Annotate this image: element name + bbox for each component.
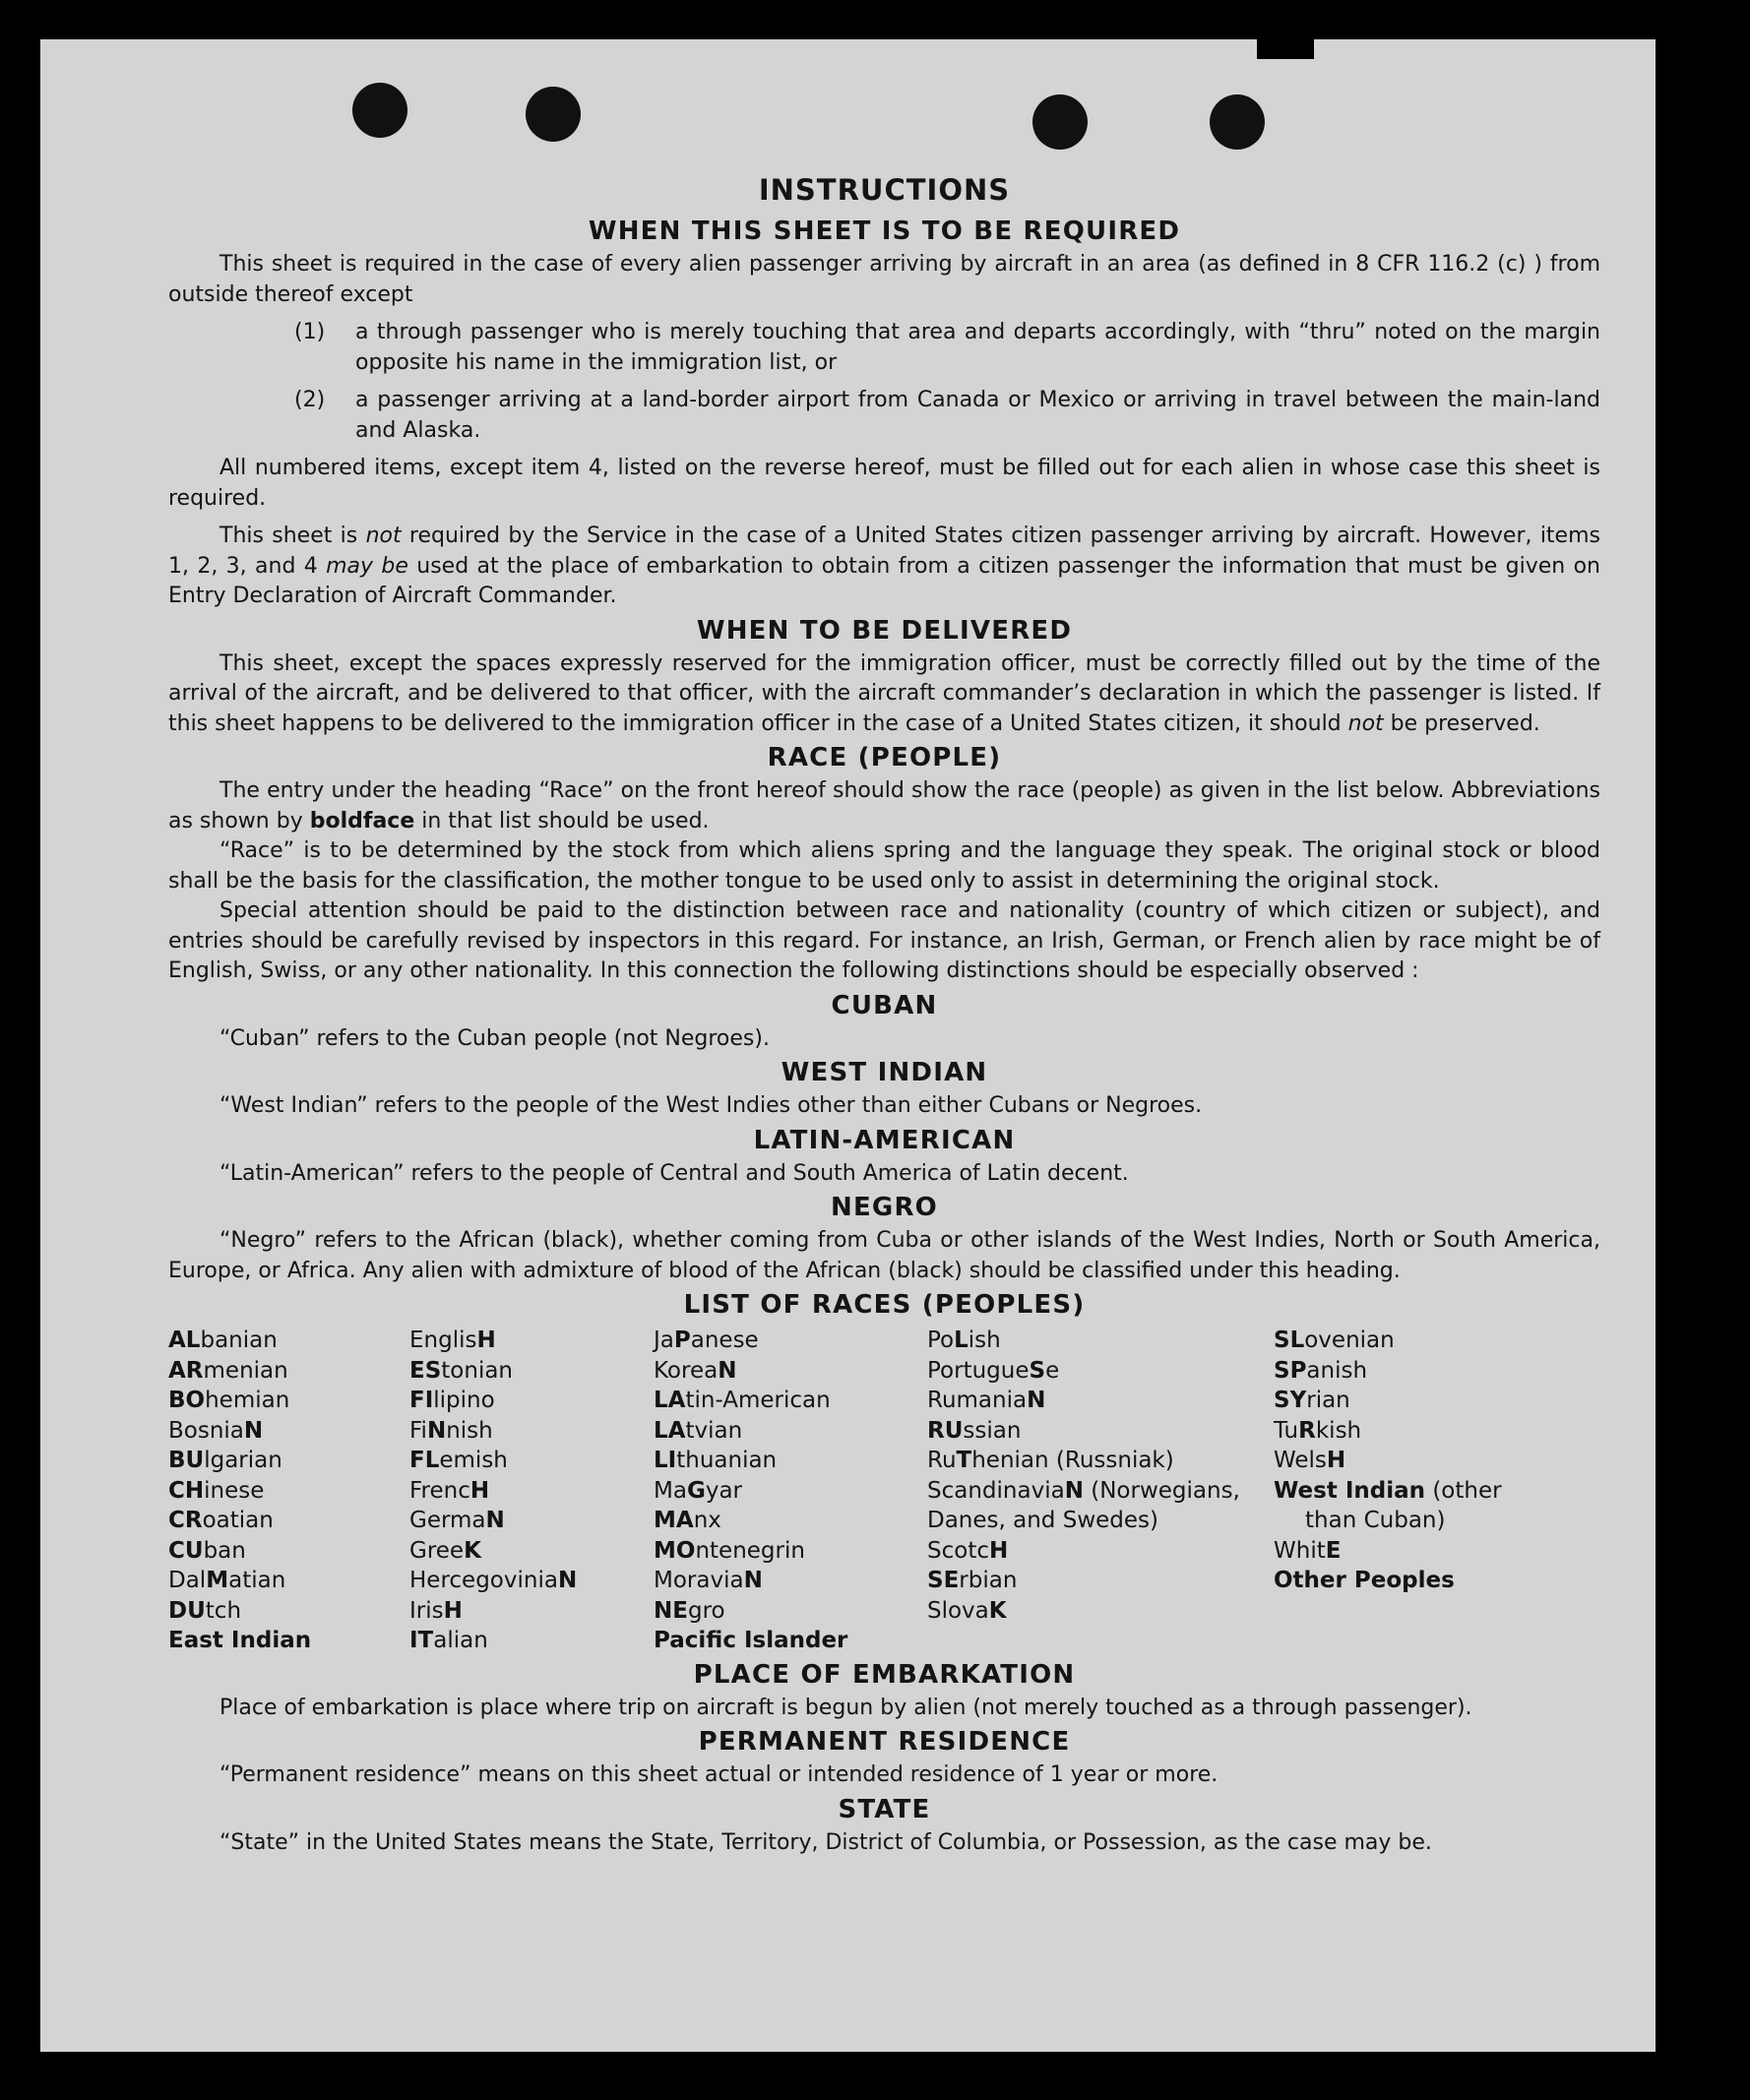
race-entry: SLovenian	[1274, 1328, 1395, 1353]
race-entry: GreeK	[409, 1537, 481, 1564]
race-entry: MaGyar	[654, 1477, 743, 1504]
races-column	[927, 1326, 1274, 1656]
heading-cuban: CUBAN	[831, 990, 938, 1020]
torn-corner	[1257, 39, 1314, 59]
races-column	[1274, 1326, 1589, 1656]
paragraph-citizen: This sheet is not required by the Service in the case of a United States citizen passenger arriving by aircraft. However, items 1, 2, 3, and 4 may be used at the place of embarkation to obtain from a citizen passenger the information that must be given on Entry Declaration of Aircraft Commander.	[168, 524, 1600, 608]
text-cuban: “Cuban” refers to the Cuban people (not Negroes).	[219, 1025, 770, 1051]
heading-list-of-races: LIST OF RACES (PEOPLES)	[683, 1290, 1086, 1320]
race-entry: PoLish	[927, 1328, 1001, 1353]
race-entry: NEgro	[654, 1597, 725, 1624]
race-entry: ScandinaviaN (Norwegians, Danes, and Swedes)	[927, 1477, 1240, 1533]
heading-west-indian: WEST INDIAN	[781, 1058, 988, 1087]
heading-race: RACE (PEOPLE)	[767, 743, 1002, 772]
paragraph-numbered-items: All numbered items, except item 4, listed on the reverse hereof, must be filled out for each alien in whose case this sheet is required.	[168, 456, 1600, 511]
race-entry: BUlgarian	[168, 1448, 282, 1473]
race-entry: SlovaK	[927, 1597, 1007, 1624]
race-entry: CHinese	[168, 1477, 265, 1504]
paragraph-race-nationality: Special attention should be paid to the distinction between race and nationality (country of which citizen or subject), and entries should be carefully revised by inspectors in this regard. For instance, an Irish, German, or French alien by race might be of English, Swiss, or any other nationality. In this connection the following distinctions should be especially observed :	[168, 898, 1600, 983]
text-latin-american: “Latin-American” refers to the people of Central and South America of Latin decent.	[219, 1160, 1129, 1186]
heading-state: STATE	[838, 1794, 931, 1824]
race-entry: RumaniaN	[927, 1388, 1046, 1413]
race-entry: JaPanese	[654, 1328, 759, 1353]
paragraph-race-stock: “Race” is to be determined by the stock from which aliens spring and the language they speak. The original stock or blood shall be the basis for the classification, the mother tongue to be used only to assist in determining the original stock.	[168, 838, 1600, 894]
heading-place-of-embarkation: PLACE OF EMBARKATION	[693, 1659, 1076, 1690]
race-entry: CRoatian	[168, 1508, 274, 1533]
race-entry: MAnx	[654, 1508, 721, 1533]
paragraph-race-entry: The entry under the heading “Race” on the front hereof should show the race (people) as given in the list below. Abbreviations as shown by boldface in that list should be used.	[168, 778, 1600, 834]
race-entry: MoraviaN	[654, 1568, 763, 1593]
race-entry: Other Peoples	[1274, 1568, 1455, 1593]
race-entry: EnglisH	[409, 1328, 496, 1353]
list-item	[294, 386, 1600, 446]
heading-when-required: WHEN THIS SHEET IS TO BE REQUIRED	[588, 216, 1181, 246]
race-entry: ARmenian	[168, 1357, 288, 1384]
paragraph-delivered: This sheet, except the spaces expressly reserved for the immigration officer, must be correctly filled out by the time of the arrival of the aircraft, and be delivered to that officer, with the aircraft commander’s declaration in which the passenger is listed. If this sheet happens to be delivered to the immigration officer in the case of a United States citizen, it should not be preserved.	[168, 650, 1600, 736]
race-entry: Pacific Islander	[654, 1628, 848, 1653]
race-entry: East Indian	[168, 1628, 312, 1653]
heading-when-delivered: WHEN TO BE DELIVERED	[696, 615, 1073, 646]
race-entry: KoreaN	[654, 1357, 737, 1384]
race-entry: FLemish	[409, 1448, 508, 1473]
item-text: a passenger arriving at a land-border airport from Canada or Mexico or arriving in travel between the main-land and Alaska.	[355, 388, 1600, 443]
item-number: (2)	[294, 388, 326, 412]
text-place-of-embarkation: Place of embarkation is place where trip on aircraft is begun by alien (not merely touched as a through passenger).	[219, 1695, 1472, 1720]
race-entry: HercegoviniaN	[409, 1568, 578, 1593]
race-entry: ITalian	[409, 1628, 488, 1653]
race-entry: SYrian	[1274, 1388, 1350, 1413]
race-entry: West Indian (other	[1274, 1477, 1502, 1504]
race-entry: DUtch	[168, 1597, 242, 1624]
race-entry: SErbian	[927, 1568, 1018, 1593]
heading-negro: NEGRO	[831, 1193, 938, 1222]
race-entry: WhitE	[1274, 1537, 1342, 1564]
race-entry: ALbanian	[168, 1328, 278, 1353]
race-entry: FiNnish	[409, 1417, 493, 1444]
punch-hole	[352, 83, 407, 138]
heading-latin-american: LATIN-AMERICAN	[753, 1125, 1016, 1155]
race-entry: MOntenegrin	[654, 1537, 805, 1564]
text-negro: “Negro” refers to the African (black), whether coming from Cuba or other islands of the West Indies, North or South America, Europe, or Africa. Any alien with admixture of blood of the African (black) should be classified under this heading.	[168, 1228, 1600, 1283]
race-entry: GermaN	[409, 1508, 505, 1533]
races-column	[168, 1326, 409, 1656]
race-entry: LAtvian	[654, 1417, 743, 1444]
race-entry: LIthuanian	[654, 1448, 778, 1473]
race-entry-continuation: than Cuban)	[1305, 1508, 1446, 1533]
race-entry: TuRkish	[1274, 1417, 1362, 1444]
text-state: “State” in the United States means the State, Territory, District of Columbia, or Possession, as the case may be.	[219, 1829, 1432, 1855]
instructions-content	[168, 167, 1600, 1858]
race-entry: LAtin-American	[654, 1388, 831, 1413]
text-west-indian: “West Indian” refers to the people of the West Indies other than either Cubans or Negroes.	[219, 1093, 1203, 1118]
heading-permanent-residence: PERMANENT RESIDENCE	[698, 1727, 1071, 1757]
race-entry: IrisH	[409, 1597, 463, 1624]
race-entry: RuThenian (Russniak)	[927, 1448, 1174, 1473]
race-entry: CUban	[168, 1537, 246, 1564]
race-entry: BosniaN	[168, 1417, 264, 1444]
item-number: (1)	[294, 320, 326, 344]
text-permanent-residence: “Permanent residence” means on this sheet actual or intended residence of 1 year or more.	[219, 1762, 1219, 1787]
list-item	[294, 318, 1600, 378]
races-column	[409, 1326, 654, 1656]
races-list	[168, 1326, 1600, 1656]
race-entry: BOhemian	[168, 1388, 290, 1413]
race-entry: SPanish	[1274, 1357, 1368, 1384]
punch-hole	[526, 87, 581, 142]
race-entry: PortugueSe	[927, 1357, 1060, 1384]
race-entry: EStonian	[409, 1357, 514, 1384]
punch-hole	[1032, 94, 1088, 150]
race-entry: ScotcH	[927, 1537, 1009, 1564]
race-entry: RUssian	[927, 1417, 1022, 1444]
race-entry: DalMatian	[168, 1568, 286, 1593]
races-column	[654, 1326, 927, 1656]
race-entry: FrencH	[409, 1477, 490, 1504]
paragraph-required-intro: This sheet is required in the case of every alien passenger arriving by aircraft in an area (as defined in 8 CFR 116.2 (c) ) from outside thereof except	[168, 252, 1600, 307]
race-entry: FIlipino	[409, 1388, 495, 1413]
document-sheet	[40, 39, 1656, 2052]
race-entry: WelsH	[1274, 1448, 1346, 1473]
item-text: a through passenger who is merely touching that area and departs accordingly, with “thru” noted on the margin opposite his name in the immigration list, or	[355, 320, 1600, 375]
punch-hole	[1210, 94, 1265, 150]
page-title: INSTRUCTIONS	[758, 173, 1011, 207]
